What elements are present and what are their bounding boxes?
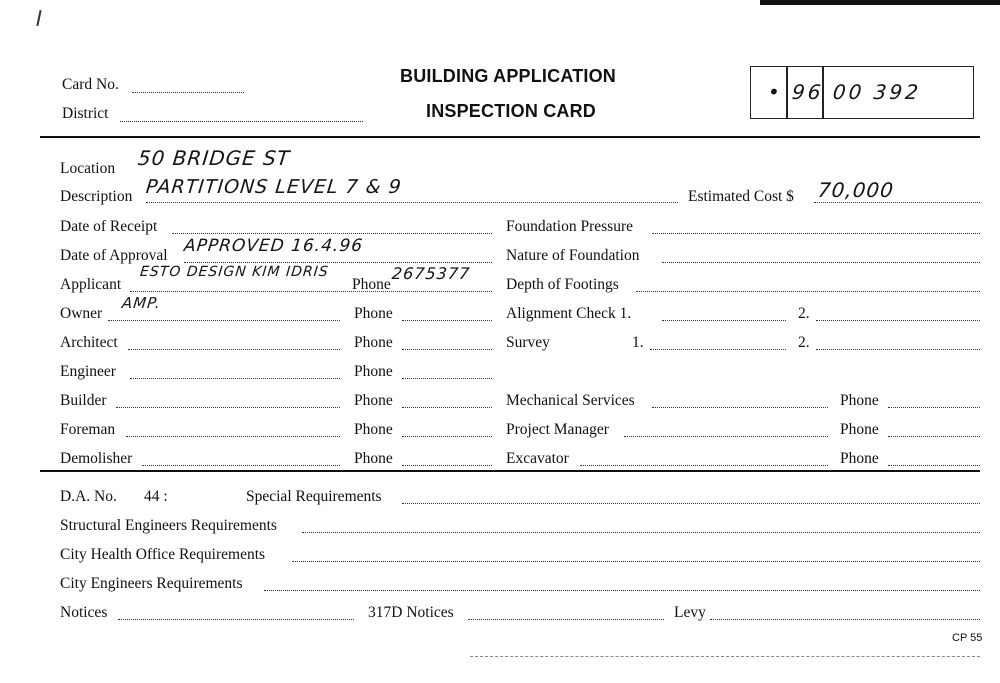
mechanical-services-field [652,407,828,408]
mechanical-phone-label: Phone [840,392,879,409]
date-of-receipt-field [172,233,492,234]
notices-317d-field [468,619,664,620]
survey-num-2: 2. [798,334,810,351]
project-manager-field [624,436,828,437]
architect-label: Architect [60,334,118,351]
project-manager-label: Project Manager [506,421,609,438]
foundation-pressure-field [652,233,980,234]
notices-field [118,619,354,620]
estimated-cost-field [814,202,980,203]
description-value: PARTITIONS LEVEL 7 & 9 [144,176,403,198]
margin-tick [36,10,41,26]
section-rule [40,470,980,472]
notices-317d-label: 317D Notices [368,604,454,621]
structural-requirements-label: Structural Engineers Requirements [60,517,277,534]
card-number-value: • 96 00 392 [766,80,923,104]
mechanical-phone-field [888,407,980,408]
foreman-phone-label: Phone [354,421,393,438]
applicant-value: ESTO DESIGN KIM IDRIS [139,264,330,280]
owner-label: Owner [60,305,103,322]
city-engineers-requirements-label: City Engineers Requirements [60,575,243,592]
card-no-field [132,92,244,93]
header-rule [40,136,980,138]
foundation-pressure-label: Foundation Pressure [506,218,634,235]
architect-phone-label: Phone [354,334,393,351]
alignment-check-num-2: 2. [798,305,810,322]
scan-edge-shadow [760,0,1000,5]
applicant-phone-value: 2675377 [391,264,472,283]
architect-phone-field [402,349,492,350]
estimated-cost-value: 70,000 [816,178,896,202]
excavator-label: Excavator [506,450,569,467]
health-requirements-label: City Health Office Requirements [60,546,266,563]
builder-phone-label: Phone [354,392,393,409]
demolisher-phone-field [402,465,492,466]
project-manager-phone-field [888,436,980,437]
nature-of-foundation-field [662,262,980,263]
date-of-approval-label: Date of Approval [60,247,168,264]
special-requirements-field [402,503,980,504]
demolisher-phone-label: Phone [354,450,393,467]
location-value: 50 BRIDGE ST [136,146,292,170]
applicant-field [130,291,492,292]
levy-label: Levy [674,604,706,621]
notices-label: Notices [60,604,108,621]
builder-phone-field [402,407,492,408]
alignment-check-label: Alignment Check 1. [506,305,632,322]
title-line-1: BUILDING APPLICATION [400,66,616,86]
date-of-approval-value: APPROVED 16.4.96 [182,236,365,256]
alignment-check-field-1 [662,320,786,321]
excavator-phone-label: Phone [840,450,879,467]
excavator-phone-field [888,465,980,466]
card-no-label: Card No. [62,76,119,93]
health-requirements-field [292,561,980,562]
owner-value: AMP. [121,294,162,312]
builder-label: Builder [60,392,107,409]
alignment-check-field-2 [816,320,980,321]
demolisher-field [142,465,340,466]
excavator-field [580,465,828,466]
engineer-field [130,378,340,379]
applicant-label: Applicant [60,276,122,293]
owner-phone-field [402,320,492,321]
survey-label: Survey [506,334,550,351]
bottom-dash-mark [470,656,980,657]
district-field [120,121,363,122]
owner-phone-label: Phone [354,305,393,322]
engineer-phone-field [402,378,492,379]
survey-field-2 [816,349,980,350]
form-code: CP 55 [952,632,983,644]
project-manager-phone-label: Phone [840,421,879,438]
applicant-phone-label: Phone [352,276,391,293]
da-no-value: 44 : [144,488,168,505]
city-engineers-requirements-field [264,590,980,591]
date-of-receipt-label: Date of Receipt [60,218,158,235]
location-label: Location [60,160,116,177]
engineer-label: Engineer [60,363,116,380]
foreman-phone-field [402,436,492,437]
depth-of-footings-label: Depth of Footings [506,276,619,293]
architect-field [128,349,340,350]
description-label: Description [60,188,133,205]
structural-requirements-field [302,532,980,533]
special-requirements-label: Special Requirements [246,488,382,505]
estimated-cost-label: Estimated Cost $ [688,188,794,205]
title-line-2: INSPECTION CARD [426,101,597,121]
engineer-phone-label: Phone [354,363,393,380]
builder-field [116,407,340,408]
depth-of-footings-field [636,291,980,292]
mechanical-services-label: Mechanical Services [506,392,635,409]
foreman-label: Foreman [60,421,116,438]
owner-field [108,320,340,321]
nature-of-foundation-label: Nature of Foundation [506,247,640,264]
da-no-label: D.A. No. [60,488,117,505]
survey-field-1 [650,349,786,350]
foreman-field [126,436,340,437]
demolisher-label: Demolisher [60,450,133,467]
district-label: District [62,105,109,122]
date-of-approval-field [184,262,492,263]
description-field [146,202,678,203]
levy-field [710,619,980,620]
survey-num-1: 1. [632,334,644,351]
